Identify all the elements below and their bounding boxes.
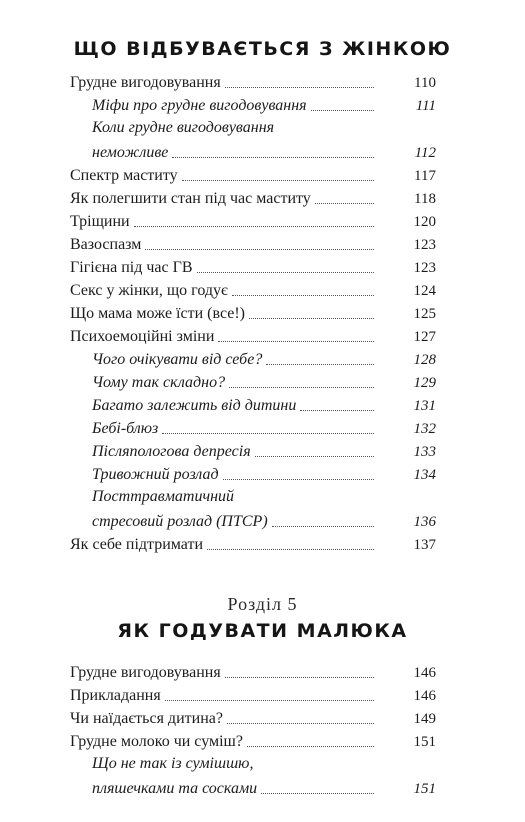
leader-dots [218, 341, 374, 342]
leader-dots [165, 700, 374, 701]
entry-title: Післяпологова депресія [92, 443, 251, 460]
entry-title-line1: Коли грудне вигодовування [92, 119, 275, 136]
toc-subentry[interactable] [92, 393, 436, 415]
entry-page: 127 [413, 329, 436, 345]
toc-entry[interactable] [70, 301, 436, 323]
entry-page: 131 [413, 398, 436, 414]
entry-page: 128 [413, 352, 436, 368]
toc-subentry[interactable] [92, 140, 436, 162]
leader-dots [315, 203, 374, 204]
toc-subentry[interactable] [92, 347, 436, 369]
entry-title: Грудне молоко чи суміш? [70, 733, 243, 750]
leader-dots [182, 180, 374, 181]
entry-title: Грудне вигодовування [70, 664, 221, 681]
leader-dots [255, 456, 374, 457]
toc-subentry[interactable] [92, 93, 436, 115]
toc-subentry[interactable] [92, 509, 436, 531]
entry-page: 112 [414, 145, 436, 161]
entry-title: Психоемоційні зміни [70, 328, 215, 345]
leader-dots [197, 272, 374, 273]
entry-page: 133 [413, 444, 436, 460]
leader-dots [207, 549, 374, 550]
entry-page: 151 [413, 781, 436, 797]
toc-entry[interactable] [70, 324, 436, 346]
toc-entry[interactable] [70, 729, 436, 751]
entry-page: 151 [413, 734, 436, 750]
entry-title: Як полегшити стан під час маститу [70, 190, 311, 207]
toc-entry[interactable] [70, 163, 436, 185]
toc-entry[interactable] [70, 232, 436, 254]
chapter-5-label: Розділ 5 [227, 594, 298, 614]
toc-subentry[interactable] [92, 439, 436, 461]
toc-subentry[interactable] [92, 370, 436, 392]
toc-entry[interactable] [70, 70, 436, 92]
entry-title: Бебі-блюз [92, 420, 159, 437]
chapter-4-title: ЩО ВІДБУВАЄТЬСЯ З ЖІНКОЮ [73, 38, 452, 60]
entry-title: Вазоспазм [70, 236, 142, 253]
entry-title: Тріщини [70, 213, 130, 230]
entry-page: 146 [413, 688, 436, 704]
leader-dots [145, 249, 374, 250]
entry-title: Багато залежить від дитини [92, 397, 297, 414]
toc-entry[interactable] [70, 660, 436, 682]
leader-dots [272, 526, 374, 527]
entry-title: Чому так складно? [92, 374, 226, 391]
entry-title: Прикладання [70, 687, 161, 704]
leader-dots [232, 295, 374, 296]
entry-page: 111 [415, 98, 436, 114]
entry-page: 110 [414, 75, 436, 91]
leader-dots [225, 677, 374, 678]
leader-dots [261, 793, 374, 794]
entry-title: стресовий розлад (ПТСР) [92, 513, 268, 530]
entry-title: Чи наїдається дитина? [70, 710, 223, 727]
leader-dots [172, 157, 374, 158]
entry-title: Гігієна під час ГВ [70, 259, 193, 276]
leader-dots [134, 226, 374, 227]
entry-title: Міфи про грудне вигодовування [92, 97, 307, 114]
entry-title: пляшечками та сосками [92, 780, 258, 797]
toc-entry[interactable] [70, 186, 436, 208]
entry-title: Грудне вигодовування [70, 74, 221, 91]
toc-entry[interactable] [70, 706, 436, 728]
leader-dots [162, 433, 374, 434]
entry-page: 118 [414, 191, 436, 207]
entry-page: 129 [413, 375, 436, 391]
entry-page: 120 [413, 214, 436, 230]
entry-page: 136 [413, 514, 436, 530]
entry-title: Що мама може їсти (все!) [70, 305, 245, 322]
toc-subentry[interactable] [92, 776, 436, 798]
leader-dots [311, 110, 374, 111]
toc-entry[interactable] [70, 255, 436, 277]
entry-title: Секс у жінки, що годує [70, 282, 228, 299]
entry-page: 125 [413, 306, 436, 322]
entry-title: Спектр маститу [70, 167, 178, 184]
chapter-5-title: ЯК ГОДУВАТИ МАЛЮКА [117, 620, 408, 642]
leader-dots [227, 723, 374, 724]
leader-dots [266, 364, 374, 365]
toc-entry[interactable] [70, 209, 436, 231]
entry-title-line1: Що не так із сумішшю, [92, 755, 254, 772]
entry-page: 123 [413, 237, 436, 253]
toc-entry[interactable] [70, 532, 436, 554]
leader-dots [223, 479, 374, 480]
entry-page: 146 [413, 665, 436, 681]
entry-title: Чого очікувати від себе? [92, 351, 263, 368]
leader-dots [300, 410, 374, 411]
entry-title: неможливе [92, 144, 169, 161]
entry-page: 117 [414, 168, 436, 184]
entry-page: 132 [413, 421, 436, 437]
leader-dots [247, 746, 374, 747]
entry-title-line1: Посттравматичний [92, 488, 235, 505]
toc-entry[interactable] [70, 278, 436, 300]
entry-page: 137 [413, 537, 436, 553]
leader-dots [229, 387, 374, 388]
entry-page: 149 [413, 711, 436, 727]
toc-entry[interactable] [70, 683, 436, 705]
entry-title: Як себе підтримати [70, 536, 204, 553]
entry-page: 134 [413, 467, 436, 483]
toc-subentry[interactable] [92, 416, 436, 438]
toc-subentry[interactable] [92, 462, 436, 484]
entry-page: 124 [413, 283, 436, 299]
leader-dots [249, 318, 374, 319]
leader-dots [225, 87, 374, 88]
entry-title: Тривожний розлад [92, 466, 219, 483]
entry-page: 123 [413, 260, 436, 276]
